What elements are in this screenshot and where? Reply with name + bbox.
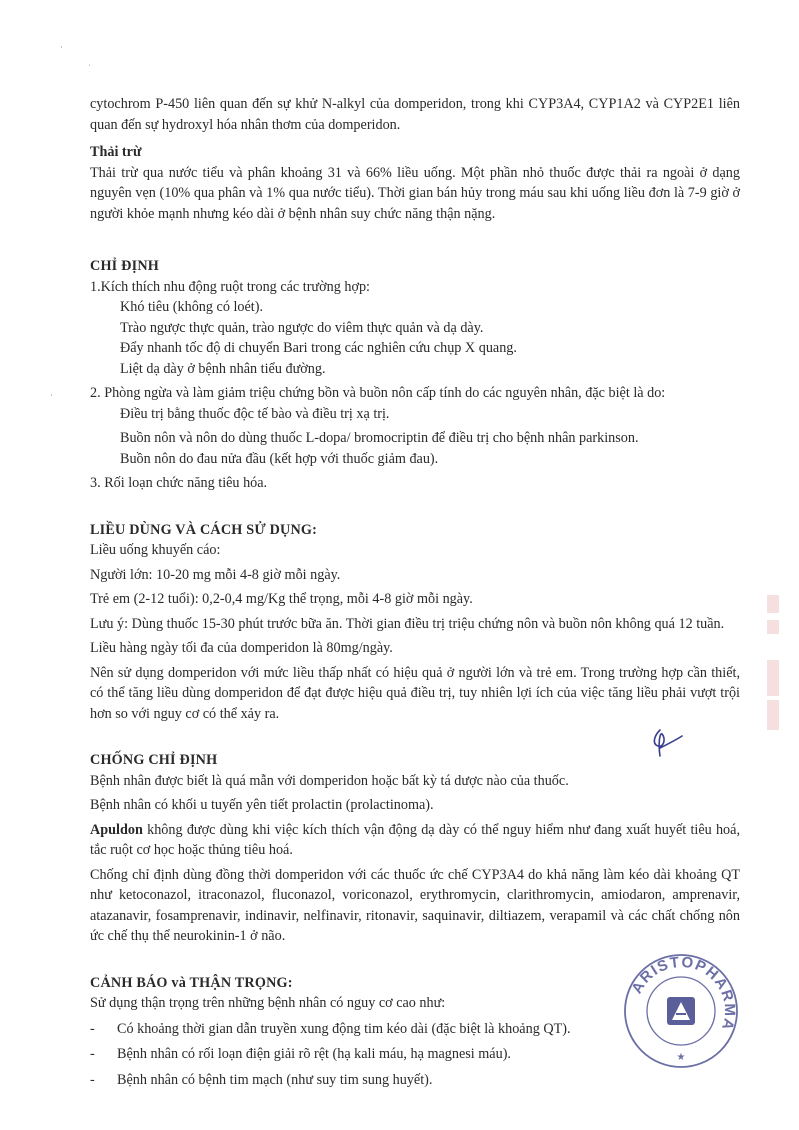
contraindication-line <box>90 820 740 861</box>
dosage-heading: LIỀU DÙNG VÀ CÁCH SỬ DỤNG: <box>90 521 318 538</box>
scan-speck: · <box>60 42 63 52</box>
indication-item-2: 2. Phòng ngừa và làm giảm triệu chứng bồn và buồn nôn cấp tính do các nguyên nhân, đặc biệt là do: <box>90 385 666 401</box>
warning-bullet-text: Có khoảng thời gian dẫn truyền xung động tim kéo dài (đặc biệt là khoảng QT). <box>117 1020 571 1037</box>
indication-item-3: 3. Rối loạn chức năng tiêu hóa. <box>90 475 268 491</box>
contraindication-text: không được dùng khi việc kích thích vận động dạ dày có thể nguy hiểm như đang xuất huyết tiêu hoá, tắc ruột cơ học hoặc thủng tiêu hoá. <box>90 821 740 858</box>
indication-sub-item: Trào ngược thực quản, trào ngược do viêm thực quản và dạ dày. <box>120 319 484 336</box>
dosage-line: Liều uống khuyến cáo: <box>90 542 221 558</box>
indication-sub-item: Buồn nôn do đau nửa đầu (kết hợp với thuốc giảm đau). <box>120 450 439 467</box>
edge-stain <box>767 660 779 696</box>
indications-heading: CHỈ ĐỊNH <box>90 258 159 274</box>
elimination-text: Thải trừ qua nước tiểu và phân khoảng 31 và 66% liều uống. Một phần nhỏ thuốc được thải ra ngoài ở dạng nguyên vẹn (10% qua phân và 1% qua nước tiểu). Thời gian bán hủy trong máu sau khi uống liều đơn là 7-9 giờ ở người khỏe mạnh nhưng kéo dài ở bệnh nhân suy chức năng thận nặng. <box>90 164 740 222</box>
company-stamp <box>622 952 740 1070</box>
contraindication-line: Chống chỉ định dùng đồng thời domperidon với các thuốc ức chế CYP3A4 do khả năng làm kéo dài khoảng QT như ketoconazol, itraconazol, fluconazol, voriconazol, erythromycin, clarithromycin, amiodaron, amprenavir, atazanavir, fosamprenavir, indinavir, nelfinavir, ritonavir, saquinavir, diltiazem, verapamil và các chất chống nôn ức chế thụ thể neurokinin-1 ở não. <box>90 866 740 944</box>
warning-bullet-text: Bệnh nhân có bệnh tim mạch (như suy tim sung huyết). <box>117 1071 433 1088</box>
warning-bullet-text: Bệnh nhân có rối loạn điện giải rõ rệt (hạ kali máu, hạ magnesi máu). <box>117 1046 511 1062</box>
stamp-text: ARISTOPHARMA <box>628 953 739 1034</box>
contraindication-line: Bệnh nhân được biết là quá mẫn với domperidon hoặc bất kỳ tá dược nào của thuốc. <box>90 772 569 789</box>
svg-text:★: ★ <box>676 1052 686 1063</box>
edge-stain <box>767 620 779 634</box>
indication-sub-item: Buồn nôn và nôn do dùng thuốc L-dopa/ bromocriptin để điều trị cho bệnh nhân parkinson. <box>120 430 639 446</box>
edge-stain <box>767 700 779 730</box>
dosage-line: Người lớn: 10-20 mg mỗi 4-8 giờ mỗi ngày. <box>90 566 341 583</box>
contraindication-line: Bệnh nhân có khối u tuyến yên tiết prolactin (prolactinoma). <box>90 797 434 813</box>
contraindications-heading: CHỐNG CHỈ ĐỊNH <box>90 752 218 768</box>
dosage-line: Nên sử dụng domperidon với mức liều thấp nhất có hiệu quả ở người lớn và trẻ em. Trong trường hợp cần thiết, có thể tăng liều dùng domperidon để đạt được hiệu quả điều trị, tuy nhiên lợi ích của việc tăng liều phải vượt trội hơn so với nguy cơ có thể xảy ra. <box>90 664 740 722</box>
warning-bullet <box>90 1070 740 1091</box>
bullet-dash: - <box>90 1046 95 1062</box>
edge-stain <box>767 595 779 613</box>
signature-mark <box>646 726 686 762</box>
scan-speck: · <box>50 390 53 400</box>
dosage-line: Lưu ý: Dùng thuốc 15-30 phút trước bữa ăn. Thời gian điều trị triệu chứng nôn và buồn nôn không quá 12 tuần. <box>90 615 725 632</box>
indication-sub-item: Điều trị bằng thuốc độc tế bào và điều trị xạ trị. <box>120 405 390 422</box>
warnings-heading: CẢNH BÁO và THẬN TRỌNG: <box>90 974 293 991</box>
intro-paragraph: cytochrom P-450 liên quan đến sự khử N-alkyl của domperidon, trong khi CYP3A4, CYP1A2 và CYP2E1 liên quan đến sự hydroxyl hóa nhân thơm của domperidon. <box>90 96 740 133</box>
bullet-dash: - <box>90 1020 95 1037</box>
indication-sub-item: Đẩy nhanh tốc độ di chuyển Bari trong các nghiên cứu chụp X quang. <box>120 340 517 356</box>
indication-sub-item: Liệt dạ dày ở bệnh nhân tiểu đường. <box>120 360 326 377</box>
indication-sub-item: Khó tiêu (không có loét). <box>120 299 264 315</box>
dosage-line: Trẻ em (2-12 tuổi): 0,2-0,4 mg/Kg thể trọng, mỗi 4-8 giờ mỗi ngày. <box>90 591 473 607</box>
brand-name: Apuldon <box>90 821 143 838</box>
document-body <box>90 94 740 1090</box>
warnings-intro: Sử dụng thận trọng trên những bệnh nhân có nguy cơ cao như: <box>90 995 446 1011</box>
elimination-heading: Thải trừ <box>90 144 142 160</box>
scan-speck: ˌ <box>88 56 91 66</box>
indication-item-1: 1.Kích thích nhu động ruột trong các trường hợp: <box>90 278 370 295</box>
bullet-dash: - <box>90 1071 95 1088</box>
dosage-line: Liều hàng ngày tối đa của domperidon là 80mg/ngày. <box>90 640 393 656</box>
